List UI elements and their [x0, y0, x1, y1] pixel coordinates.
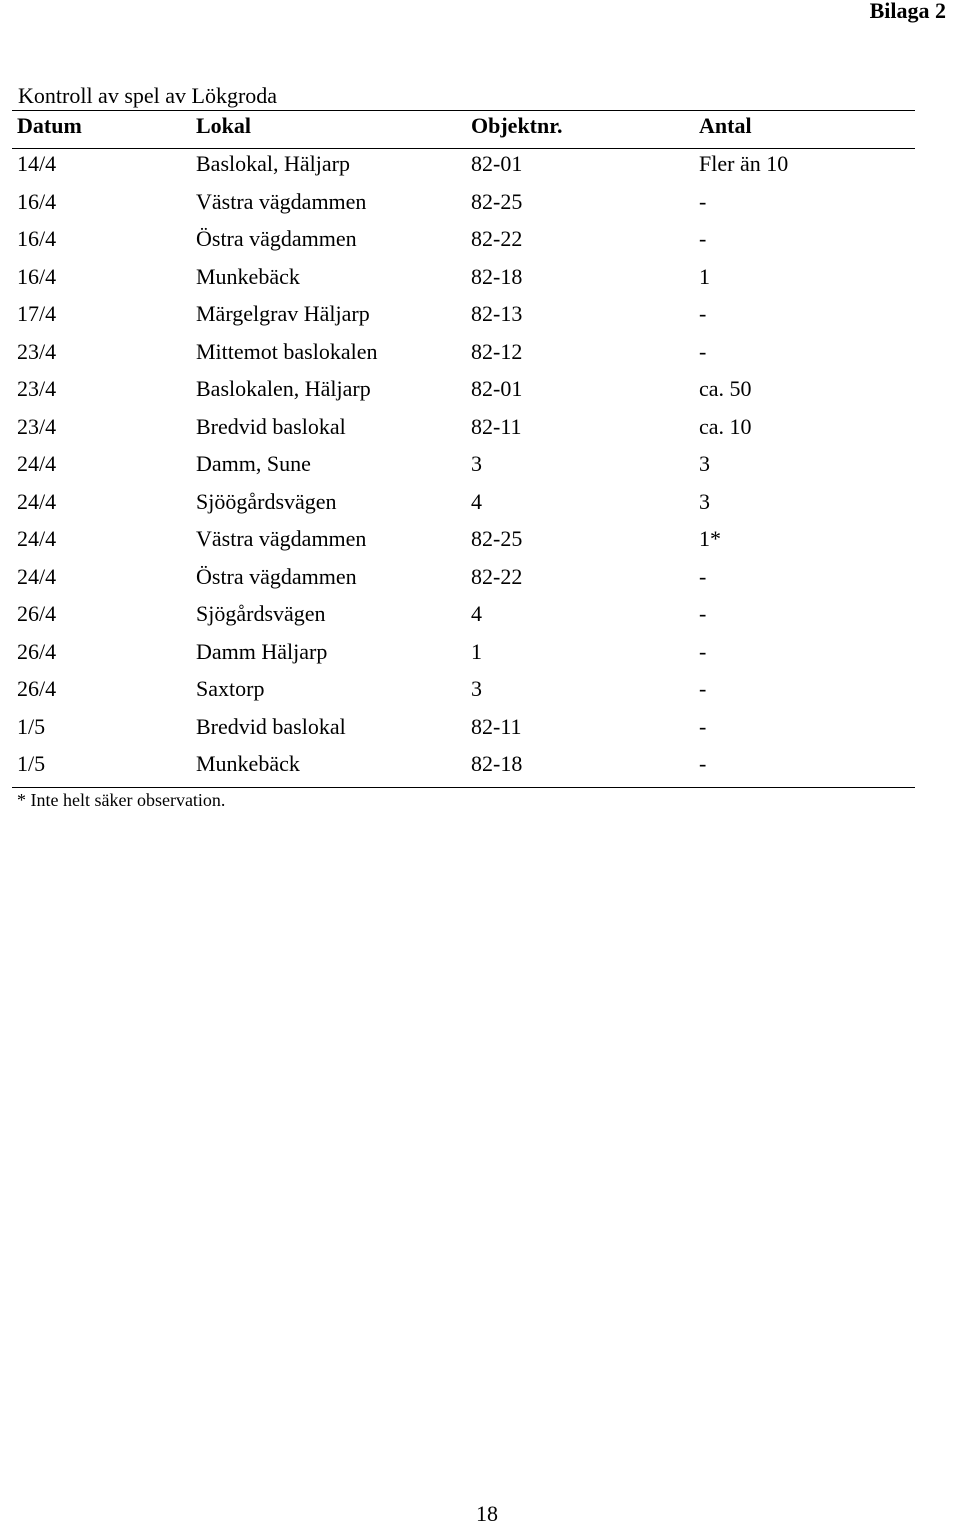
cell-object-number: 82-22: [471, 563, 523, 589]
cell-object-number: 4: [471, 488, 482, 514]
table-row: [0, 264, 960, 301]
cell-location: Västra vägdammen: [196, 188, 367, 214]
table-row: [0, 714, 960, 751]
cell-object-number: 82-18: [471, 263, 523, 289]
footnote: * Inte helt säker observation.: [17, 790, 226, 810]
cell-date: 16/4: [17, 263, 57, 289]
cell-object-number: 4: [471, 601, 482, 626]
table-row: [0, 151, 960, 188]
cell-date: 24/4: [17, 563, 57, 589]
table-row: [0, 339, 960, 376]
table-row: [0, 451, 960, 488]
table-row: [0, 601, 960, 638]
column-header-object-number: Objektnr.: [471, 113, 563, 138]
cell-location: Munkebäck: [196, 751, 300, 776]
cell-location: Östra vägdammen: [196, 226, 357, 251]
page-number: 18: [476, 1501, 498, 1526]
table-bottom-rule: [12, 787, 915, 788]
cell-object-number: 82-11: [471, 413, 522, 439]
cell-count: -: [699, 226, 707, 251]
cell-date: 26/4: [17, 676, 57, 701]
column-header-date: Datum: [17, 113, 82, 138]
cell-object-number: 82-25: [471, 188, 523, 214]
cell-date: 24/4: [17, 488, 57, 514]
column-header-location: Lokal: [196, 113, 252, 138]
cell-location: Bredvid baslokal: [196, 413, 346, 439]
table-row: [0, 751, 960, 788]
cell-date: 23/4: [17, 376, 57, 401]
cell-date: 16/4: [17, 188, 57, 214]
cell-count: -: [699, 601, 707, 626]
cell-location: Baslokal, Häljarp: [196, 151, 350, 176]
cell-count: -: [699, 638, 707, 664]
cell-count: -: [699, 676, 707, 701]
cell-location: Damm, Sune: [196, 451, 311, 476]
table-row: [0, 376, 960, 413]
cell-object-number: 1: [471, 638, 482, 664]
column-header-count: Antal: [699, 113, 752, 138]
cell-date: 26/4: [17, 601, 57, 626]
table-row: [0, 226, 960, 263]
cell-count: -: [699, 751, 707, 776]
cell-count: ca. 10: [699, 413, 752, 439]
cell-location: Sjöögårdsvägen: [196, 488, 337, 514]
cell-object-number: 82-12: [471, 338, 523, 364]
cell-object-number: 82-11: [471, 713, 522, 739]
cell-location: Baslokalen, Häljarp: [196, 376, 371, 401]
cell-count: 3: [699, 488, 710, 514]
cell-object-number: 82-22: [471, 226, 523, 251]
table-row: [0, 564, 960, 601]
table-row: [0, 526, 960, 563]
cell-date: 23/4: [17, 413, 57, 439]
cell-object-number: 82-25: [471, 526, 523, 551]
cell-count: -: [699, 713, 707, 739]
cell-date: 1/5: [17, 751, 46, 776]
cell-date: 23/4: [17, 338, 57, 364]
cell-count: 1*: [699, 526, 721, 551]
cell-location: Mittemot baslokalen: [196, 338, 378, 364]
cell-object-number: 82-01: [471, 376, 523, 401]
table-row: [0, 676, 960, 713]
cell-count: 3: [699, 451, 710, 476]
cell-object-number: 82-13: [471, 301, 523, 326]
cell-count: -: [699, 301, 707, 326]
table-row: [0, 489, 960, 526]
cell-location: Munkebäck: [196, 263, 300, 289]
cell-count: -: [699, 338, 707, 364]
cell-count: ca. 50: [699, 376, 752, 401]
cell-object-number: 3: [471, 451, 482, 476]
cell-date: 26/4: [17, 638, 57, 664]
table-title: Kontroll av spel av Lökgroda: [18, 83, 278, 108]
cell-object-number: 3: [471, 676, 482, 701]
table-row: [0, 639, 960, 676]
cell-count: Fler än 10: [699, 151, 789, 176]
cell-count: 1: [699, 263, 710, 289]
appendix-label: Bilaga 2: [869, 0, 946, 23]
cell-location: Sjögårdsvägen: [196, 601, 326, 626]
cell-location: Bredvid baslokal: [196, 713, 346, 739]
table-row: [0, 414, 960, 451]
cell-location: Västra vägdammen: [196, 526, 367, 551]
cell-count: -: [699, 563, 707, 589]
cell-object-number: 82-01: [471, 151, 523, 176]
cell-location: Östra vägdammen: [196, 563, 357, 589]
cell-date: 1/5: [17, 713, 46, 739]
cell-date: 24/4: [17, 451, 57, 476]
cell-date: 17/4: [17, 301, 57, 326]
table-row: [0, 189, 960, 226]
cell-date: 24/4: [17, 526, 57, 551]
cell-date: 14/4: [17, 151, 57, 176]
cell-date: 16/4: [17, 226, 57, 251]
cell-location: Saxtorp: [196, 676, 265, 701]
cell-location: Märgelgrav Häljarp: [196, 301, 370, 326]
cell-count: -: [699, 188, 707, 214]
table-row: [0, 301, 960, 338]
cell-object-number: 82-18: [471, 751, 523, 776]
cell-location: Damm Häljarp: [196, 638, 328, 664]
